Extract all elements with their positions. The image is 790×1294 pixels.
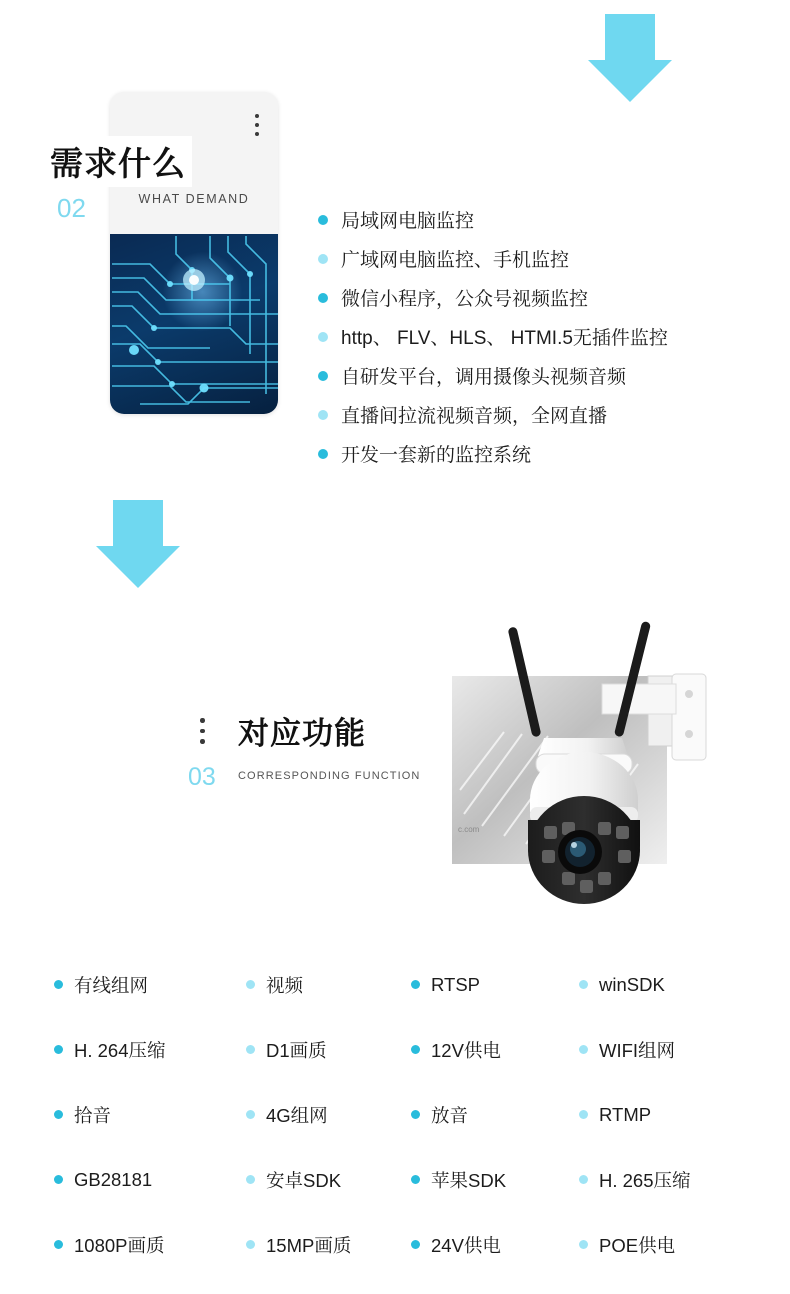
feature-item [579, 1212, 744, 1277]
bullet-dot [54, 980, 63, 989]
list-item-label: 微信小程序，公众号视频监控 [341, 289, 589, 310]
feature-item [579, 1082, 744, 1147]
feature-item [54, 1147, 246, 1212]
bullet-dot [579, 1110, 588, 1119]
bullet-dot [318, 332, 328, 342]
feature-item [54, 1212, 246, 1277]
svg-text:c.com: c.com [458, 825, 480, 834]
feature-label: 拾音 [74, 1104, 112, 1126]
list-item-label: 自研发平台，调用摄像头视频音频 [341, 367, 627, 388]
bullet-dot [318, 293, 328, 303]
feature-label: WIFI组网 [599, 1039, 676, 1061]
bullet-dot [411, 1175, 420, 1184]
more-vertical-icon [200, 718, 205, 750]
demand-list [318, 200, 768, 473]
arrow-shaft [113, 500, 163, 548]
feature-label: 24V供电 [431, 1234, 501, 1256]
feature-label: 苹果SDK [431, 1169, 507, 1191]
feature-label: 放音 [431, 1104, 469, 1126]
list-item [318, 278, 768, 317]
list-item-label: http、 FLV、HLS、 HTMI.5无插件监控 [341, 328, 668, 349]
bullet-dot [318, 254, 328, 264]
list-item-label: 广域网电脑监控、手机监控 [341, 250, 570, 271]
list-item [318, 239, 768, 278]
bullet-dot [318, 215, 328, 225]
bullet-dot [54, 1110, 63, 1119]
feature-item [579, 952, 744, 1017]
security-camera-photo [452, 614, 722, 924]
feature-label: 有线组网 [74, 974, 149, 996]
bullet-dot [411, 1110, 420, 1119]
section-03-number: 03 [188, 763, 216, 791]
feature-item [411, 1212, 579, 1277]
arrow-head [96, 546, 180, 588]
list-item [318, 356, 768, 395]
more-vertical-icon [255, 114, 260, 141]
arrow-shaft [605, 14, 655, 62]
feature-item [54, 1082, 246, 1147]
bullet-dot [411, 980, 420, 989]
feature-item [579, 1017, 744, 1082]
list-item [318, 317, 768, 356]
feature-label: D1画质 [266, 1039, 327, 1061]
bullet-dot [579, 1045, 588, 1054]
list-item-label: 直播间拉流视频音频，全网直播 [341, 406, 608, 427]
feature-label: GB28181 [74, 1168, 153, 1190]
circuit-board-image [110, 234, 278, 414]
feature-item [246, 1147, 411, 1212]
list-item [318, 434, 768, 473]
feature-label: 12V供电 [431, 1039, 501, 1061]
feature-label: 安卓SDK [266, 1169, 342, 1191]
feature-item [246, 1017, 411, 1082]
feature-label: RTSP [431, 973, 481, 995]
feature-item [411, 1082, 579, 1147]
feature-label: 视频 [266, 974, 304, 996]
section-03-title: 对应功能 [238, 716, 366, 751]
bullet-dot [246, 1110, 255, 1119]
list-item-label: 局域网电脑监控 [341, 211, 475, 232]
feature-item [246, 1212, 411, 1277]
feature-item [54, 952, 246, 1017]
card-subtitle-en: WHAT DEMAND [138, 192, 250, 206]
arrow-head [588, 60, 672, 102]
bullet-dot [246, 980, 255, 989]
bullet-dot [246, 1175, 255, 1184]
bullet-dot [318, 371, 328, 381]
feature-item [579, 1147, 744, 1212]
bullet-dot [318, 410, 328, 420]
section-02-title: 需求什么 [44, 136, 192, 187]
feature-label: RTMP [599, 1103, 652, 1125]
bullet-dot [246, 1240, 255, 1249]
feature-label: 4G组网 [266, 1104, 328, 1126]
bullet-dot [579, 1175, 588, 1184]
list-item [318, 395, 768, 434]
list-item-label: 开发一套新的监控系统 [341, 445, 532, 466]
feature-label: 1080P画质 [74, 1234, 165, 1256]
feature-item [246, 1082, 411, 1147]
section-02-number: 02 [57, 193, 86, 223]
bullet-dot [54, 1240, 63, 1249]
section-03-subtitle-en: CORRESPONDING FUNCTION [238, 770, 421, 782]
feature-label: winSDK [599, 973, 665, 995]
feature-grid [54, 952, 744, 1277]
feature-label: POE供电 [599, 1234, 676, 1256]
feature-label: 15MP画质 [266, 1234, 352, 1256]
bullet-dot [579, 1240, 588, 1249]
feature-label: H. 265压缩 [599, 1169, 691, 1191]
bullet-dot [579, 980, 588, 989]
list-item [318, 200, 768, 239]
feature-label: H. 264压缩 [74, 1039, 166, 1061]
bullet-dot [411, 1240, 420, 1249]
bullet-dot [54, 1045, 63, 1054]
feature-item [54, 1017, 246, 1082]
feature-item [411, 1017, 579, 1082]
feature-item [411, 1147, 579, 1212]
feature-item [246, 952, 411, 1017]
bullet-dot [54, 1175, 63, 1184]
bullet-dot [246, 1045, 255, 1054]
bullet-dot [318, 449, 328, 459]
bullet-dot [411, 1045, 420, 1054]
feature-item [411, 952, 579, 1017]
